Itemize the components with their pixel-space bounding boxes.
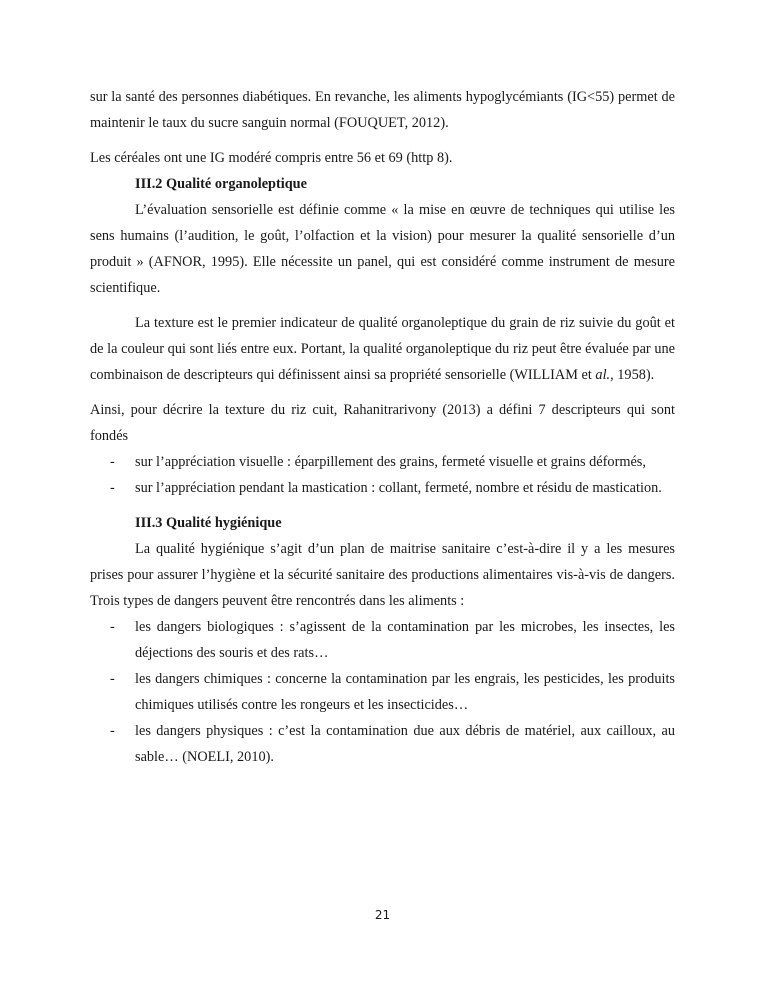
list-item [90,475,675,501]
list-item [90,449,675,475]
bullet: - [110,480,115,496]
list-item-text: sur l’appréciation visuelle : éparpillement des grains, fermeté visuelle et grains déformés, [135,454,646,470]
descripteurs-list [90,449,675,501]
page-number: 21 [374,908,391,922]
paragraph-diabetes: sur la santé des personnes diabétiques. En revanche, les aliments hypoglycémiants (IG<55) permet de maintenir le taux du sucre sanguin normal (FOUQUET, 2012). [90,89,675,131]
paragraph-texture [90,310,675,388]
texture-italic: al., [595,367,614,383]
texture-end: 1958). [613,367,655,383]
page-body [90,84,675,770]
list-item [90,718,675,770]
paragraph-descripteurs: Ainsi, pour décrire la texture du riz cuit, Rahanitrarivony (2013) a défini 7 descripteurs qui sont fondés [90,402,675,444]
list-item-text: les dangers biologiques : s’agissent de la contamination par les microbes, les insectes, les déjections des souris et des rats… [135,619,675,661]
paragraph-cereals: Les céréales ont une IG modéré compris entre 56 et 69 (http 8). [90,150,453,166]
list-item-text: sur l’appréciation pendant la mastication : collant, fermeté, nombre et résidu de mastication. [135,480,662,496]
bullet: - [110,619,115,635]
bullet: - [110,671,115,687]
bullet: - [110,723,115,739]
list-item [90,666,675,718]
paragraph-qualite-hygienique: La qualité hygiénique s’agit d’un plan de maitrise sanitaire c’est-à-dire il y a les mesures prises pour assurer l’hygiène et la sécurité sanitaire des productions alimentaires vis-à-vis de dangers. Trois types de dangers peuvent être rencontrés dans les aliments : [90,541,675,609]
list-item [90,614,675,666]
dangers-list [90,614,675,770]
list-item-text: les dangers physiques : c’est la contamination due aux débris de matériel, aux cailloux, au sable… (NOELI, 2010). [135,723,675,765]
texture-text: La texture est le premier indicateur de qualité organoleptique du grain de riz suivie du goût et de la couleur qui sont liés entre eux. Portant, la qualité organoleptique du riz peut être évaluée par une combinaison de descripteurs qui définissent ainsi sa propriété sensorielle (WILLIAM et [90,315,675,383]
list-item-text: les dangers chimiques : concerne la contamination par les engrais, les pesticides, les produits chimiques utilisés contre les rongeurs et les insecticides… [135,671,675,713]
bullet: - [110,454,115,470]
heading-qualite-organoleptique: III.2 Qualité organoleptique [135,176,307,192]
paragraph-evaluation-sensorielle: L’évaluation sensorielle est définie comme « la mise en œuvre de techniques qui utilise les sens humains (l’audition, le goût, l’olfaction et la vision) pour mesurer la qualité sensorielle d’un produit » (AFNOR, 1995). Elle nécessite un panel, qui est considéré comme instrument de mesure scientifique. [90,202,675,296]
heading-qualite-hygienique: III.3 Qualité hygiénique [135,515,282,531]
